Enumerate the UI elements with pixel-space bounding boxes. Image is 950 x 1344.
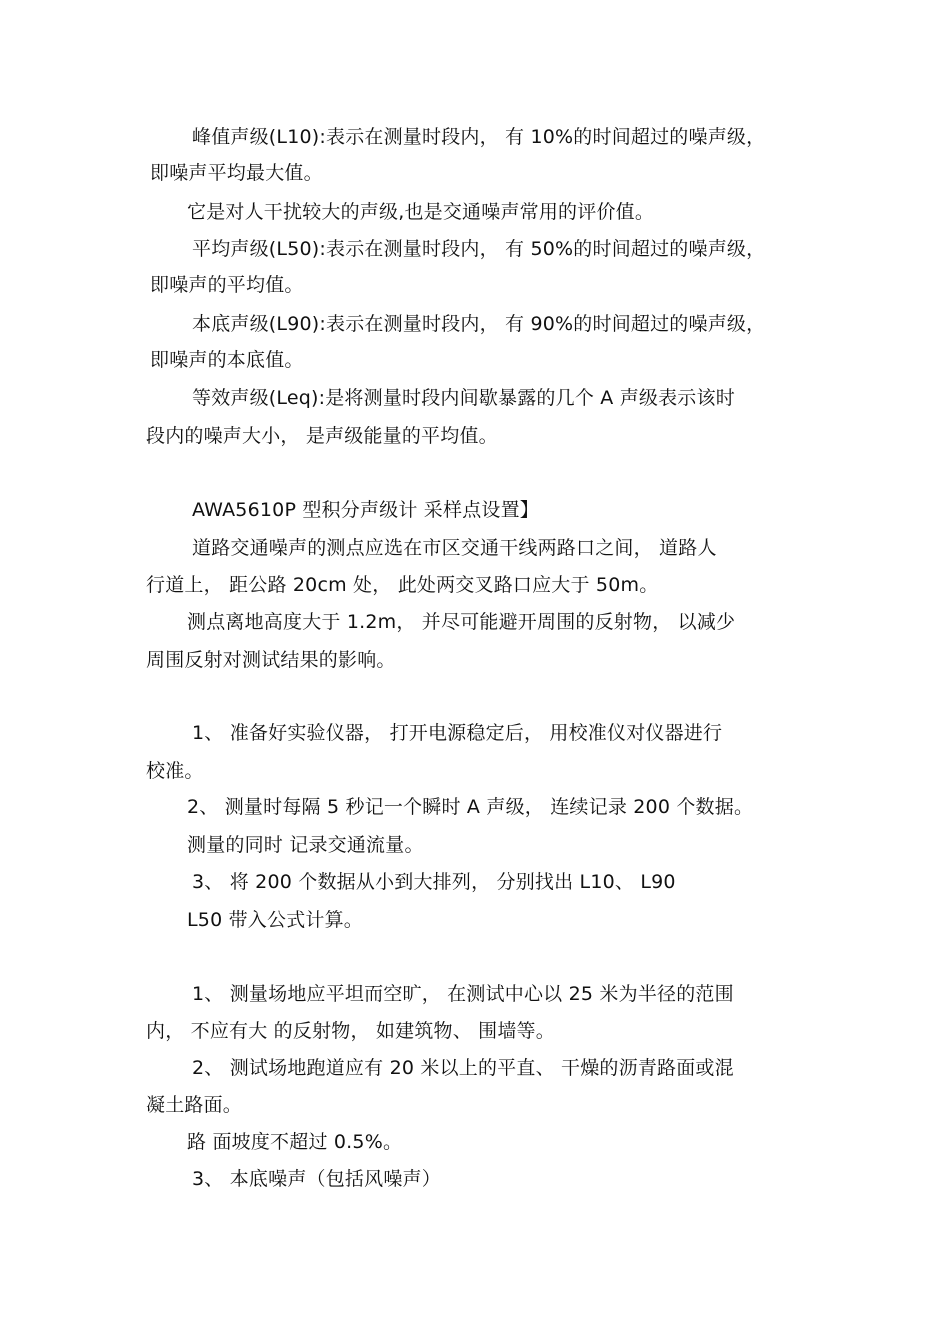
text-line: 段内的噪声大小， 是声级能量的平均值。 — [146, 425, 498, 447]
list-item: 1、 测量场地应平坦而空旷， 在测试中心以 25 米为半径的范围 — [192, 983, 734, 1005]
text-line: 本底声级(L90):表示在测量时段内， 有 90%的时间超过的噪声级， — [192, 313, 766, 335]
text-line: 平均声级(L50):表示在测量时段内， 有 50%的时间超过的噪声级， — [192, 238, 766, 260]
text-line: 凝土路面。 — [146, 1094, 243, 1116]
text-line: L50 带入公式计算。 — [187, 909, 364, 931]
text-line: 测点离地高度大于 1.2m， 并尽可能避开周围的反射物， 以减少 — [187, 611, 736, 633]
text-line: 周围反射对测试结果的影响。 — [146, 649, 396, 671]
text-line: 峰值声级(L10):表示在测量时段内， 有 10%的时间超过的噪声级， — [192, 126, 766, 148]
text-line: 即噪声的本底值。 — [150, 349, 304, 371]
list-item: 2、 测量时每隔 5 秒记一个瞬时 A 声级， 连续记录 200 个数据。 — [187, 796, 754, 818]
text-line: 即噪声平均最大值。 — [150, 162, 323, 184]
text-line: 内， 不应有大 的反射物， 如建筑物、 围墙等。 — [146, 1020, 555, 1042]
text-line: 等效声级(Leq):是将测量时段内间歇暴露的几个 A 声级表示该时 — [192, 387, 735, 409]
list-item: 3、 本底噪声（包括风噪声） — [192, 1168, 441, 1190]
text-line: 校准。 — [146, 760, 204, 782]
section-heading: AWA5610P 型积分声级计 采样点设置】 — [192, 499, 539, 521]
text-line: 路 面坡度不超过 0.5%。 — [187, 1131, 403, 1153]
text-line: 测量的同时 记录交通流量。 — [187, 834, 424, 856]
list-item: 3、 将 200 个数据从小到大排列， 分别找出 L10、 L90 — [192, 871, 676, 893]
list-item: 1、 准备好实验仪器， 打开电源稳定后， 用校准仪对仪器进行 — [192, 722, 723, 744]
text-line: 道路交通噪声的测点应选在市区交通干线两路口之间， 道路人 — [192, 537, 717, 559]
list-item: 2、 测试场地跑道应有 20 米以上的平直、 干燥的沥青路面或混 — [192, 1057, 734, 1079]
text-line: 行道上， 距公路 20cm 处， 此处两交叉路口应大于 50m。 — [146, 574, 659, 596]
text-line: 即噪声的平均值。 — [150, 274, 304, 296]
text-line: 它是对人干扰较大的声级,也是交通噪声常用的评价值。 — [187, 201, 655, 223]
